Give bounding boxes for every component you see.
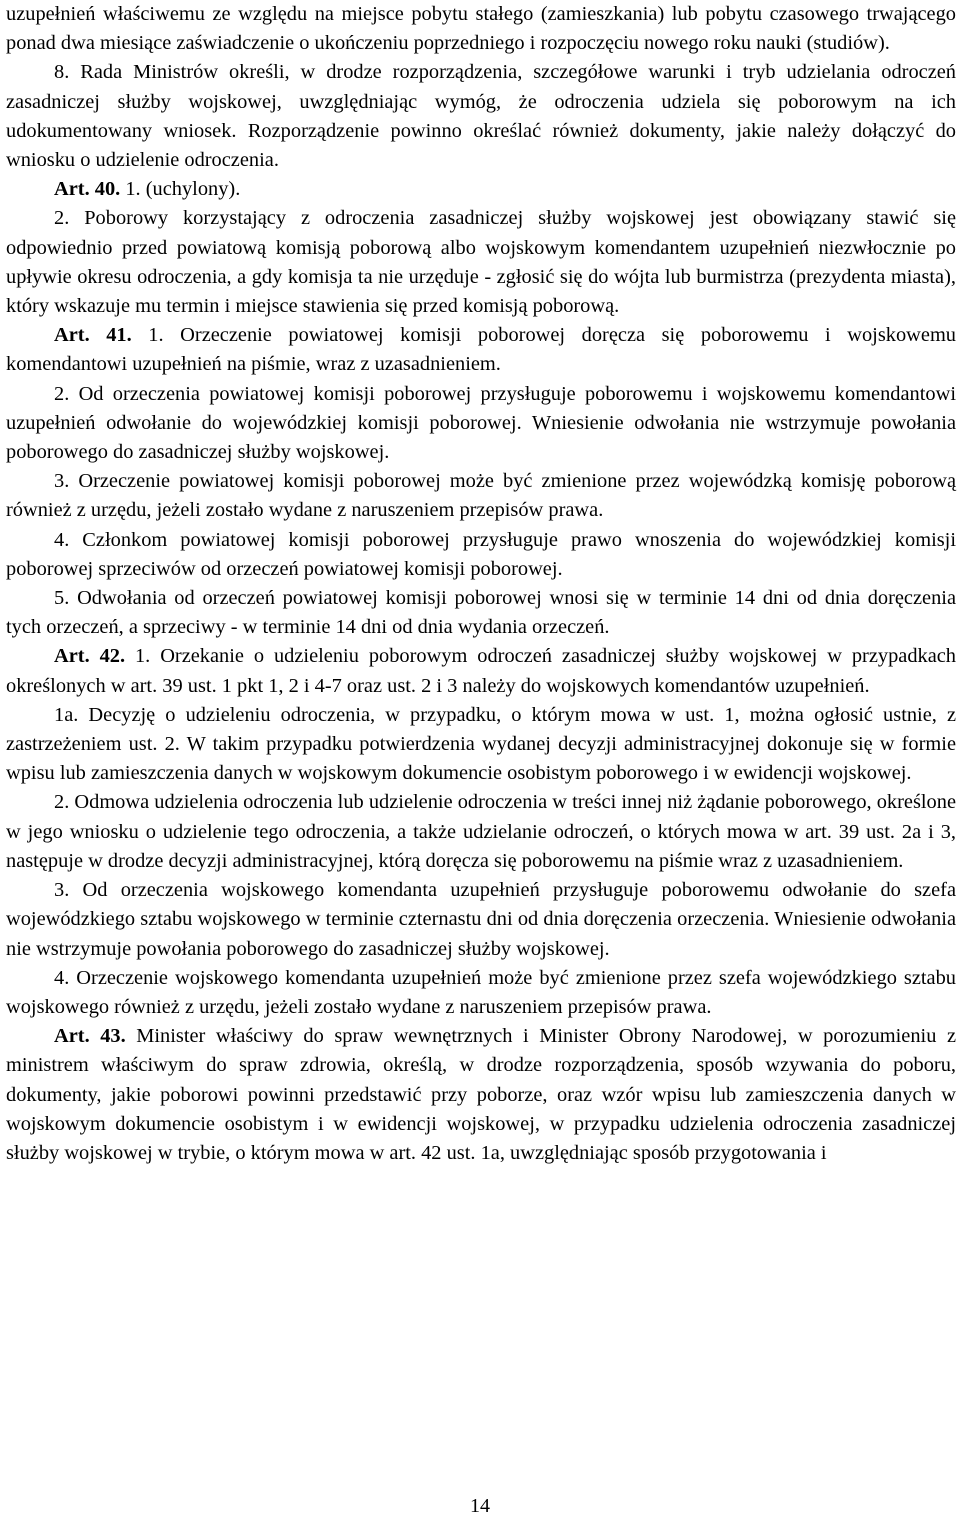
paragraph-text: 5. Odwołania od orzeczeń powiatowej komisji poborowej wnosi się w terminie 14 dni od dnia doręczenia tych orzeczeń, a sprzeciwy - w terminie 14 dni od dnia wydania orzeczeń.: [6, 587, 956, 639]
paragraph-art42-ust1: [6, 642, 956, 700]
paragraph-text: 2. Odmowa udzielenia odroczenia lub udzielenie odroczenia w treści innej niż żądanie poborowego, określone w jego wniosku o udzielenie tego odroczenia, a także udzielanie odroczeń, o których mowa w art. 39 ust. 2a i 3, następuje w drodze decyzji administracyjnej, którą doręcza się poborowemu na piśmie wraz z uzasadnieniem.: [6, 791, 956, 872]
paragraph-art43: [6, 1022, 956, 1168]
paragraph-text: 1. (uchylony).: [120, 178, 241, 201]
paragraph-art42-ust2: [6, 788, 956, 876]
paragraph-art41-ust4: [6, 526, 956, 584]
paragraph-text: 8. Rada Ministrów określi, w drodze rozporządzenia, szczegółowe warunki i tryb udzielania odroczeń zasadniczej służby wojskowej, uwzględniając wymóg, że odroczenia udziela się poborowym na ich udokumentowany wniosek. Rozporządzenie powinno określać również dokumenty, jakie należy dołączyć do wniosku o udzielenie odroczenia.: [6, 61, 956, 172]
paragraph-art41-ust5: [6, 584, 956, 642]
article-heading: Art. 41.: [54, 324, 132, 347]
paragraph-text: 4. Orzeczenie wojskowego komendanta uzupełnień może być zmienione przez szefa wojewódzkiego sztabu wojskowego również z urzędu, jeżeli zostało wydane z naruszeniem przepisów prawa.: [6, 966, 956, 1018]
paragraph-art42-ust3: [6, 876, 956, 964]
paragraph-text: 2. Poborowy korzystający z odroczenia zasadniczej służby wojskowej jest obowiązany stawić się odpowiednio przed powiatową komisją poborową albo wojskowym komendantem uzupełnień niezwłocznie po upływie okresu odroczenia, a gdy komisja ta nie urzęduje - zgłosić się do wójta lub burmistrza (prezydenta miasta), który wskazuje mu termin i miejsce stawienia się przed komisją poborową.: [6, 207, 956, 318]
article-heading: Art. 43.: [54, 1025, 126, 1048]
paragraph-art40-ust2: [6, 204, 956, 321]
document-page: [6, 0, 956, 1168]
paragraph-continuation: [6, 0, 956, 58]
paragraph-art39-ust8: [6, 58, 956, 175]
paragraph-text: 1. Orzekanie o udzieleniu poborowym odroczeń zasadniczej służby wojskowej w przypadkach określonych w art. 39 ust. 1 pkt 1, 2 i 4-7 oraz ust. 2 i 3 należy do wojskowych komendantów uzupełnień.: [6, 645, 957, 697]
paragraph-art42-ust1a: [6, 701, 956, 789]
article-heading: Art. 40.: [54, 178, 121, 201]
paragraph-art41-ust2: [6, 380, 956, 468]
paragraph-text: 2. Od orzeczenia powiatowej komisji poborowej przysługuje poborowemu i wojskowemu komendantowi uzupełnień odwołanie do wojewódzkiej komisji poborowej. Wniesienie odwołania nie wstrzymuje powołania poborowego do zasadniczej służby wojskowej.: [6, 382, 956, 464]
paragraph-art41-ust1: [6, 321, 956, 379]
page-number: 14: [470, 1495, 490, 1517]
paragraph-art40-ust1: [6, 175, 956, 204]
paragraph-text: 1a. Decyzję o udzieleniu odroczenia, w przypadku, o którym mowa w ust. 1, można ogłosić ustnie, z zastrzeżeniem ust. 2. W takim przypadku potwierdzenia wydanej decyzji administracyjnej dokonuje się w formie wpisu lub zamieszczenia danych w wojskowym dokumencie osobistym poborowego i w ewidencji wojskowej.: [6, 703, 956, 785]
paragraph-text: 3. Orzeczenie powiatowej komisji poborowej może być zmienione przez wojewódzką komisję poborową również z urzędu, jeżeli zostało wydane z naruszeniem przepisów prawa.: [6, 470, 956, 522]
article-heading: Art. 42.: [54, 645, 126, 668]
paragraph-text: uzupełnień właściwemu ze względu na miejsce pobytu stałego (zamieszkania) lub pobytu czasowego trwającego ponad dwa miesiące zaświadczenie o ukończeniu poprzedniego i rozpoczęciu nowego roku nauki (studiów).: [6, 3, 956, 55]
paragraph-art41-ust3: [6, 467, 956, 525]
paragraph-art42-ust4: [6, 964, 956, 1022]
paragraph-text: 4. Członkom powiatowej komisji poborowej przysługuje prawo wnoszenia do wojewódzkiej komisji poborowej sprzeciwów od orzeczeń powiatowej komisji poborowej.: [6, 528, 956, 580]
paragraph-text: 3. Od orzeczenia wojskowego komendanta uzupełnień przysługuje poborowemu odwołanie do szefa wojewódzkiego sztabu wojskowego w terminie czternastu dni od dnia doręczenia orzeczenia. Wniesienie odwołania nie wstrzymuje powołania poborowego do zasadniczej służby wojskowej.: [6, 879, 956, 960]
paragraph-text: Minister właściwy do spraw wewnętrznych i Minister Obrony Narodowej, w porozumieniu z ministrem właściwym do spraw zdrowia, określą, w drodze rozporządzenia, sposób wzywania do poboru, dokumenty, jakie poborowi powinni przedstawić przy poborze, oraz wzór wpisu lub zamieszczenia danych w wojskowym dokumencie osobistym i w ewidencji wojskowej, w przypadku udzielenia odroczenia zasadniczej służby wojskowej w trybie, o którym mowa w art. 42 ust. 1a, uwzględniając sposób przygotowania i: [6, 1025, 957, 1164]
paragraph-text: 1. Orzeczenie powiatowej komisji poborowej doręcza się poborowemu i wojskowemu komendantowi uzupełnień na piśmie, wraz z uzasadnieniem.: [6, 324, 957, 376]
